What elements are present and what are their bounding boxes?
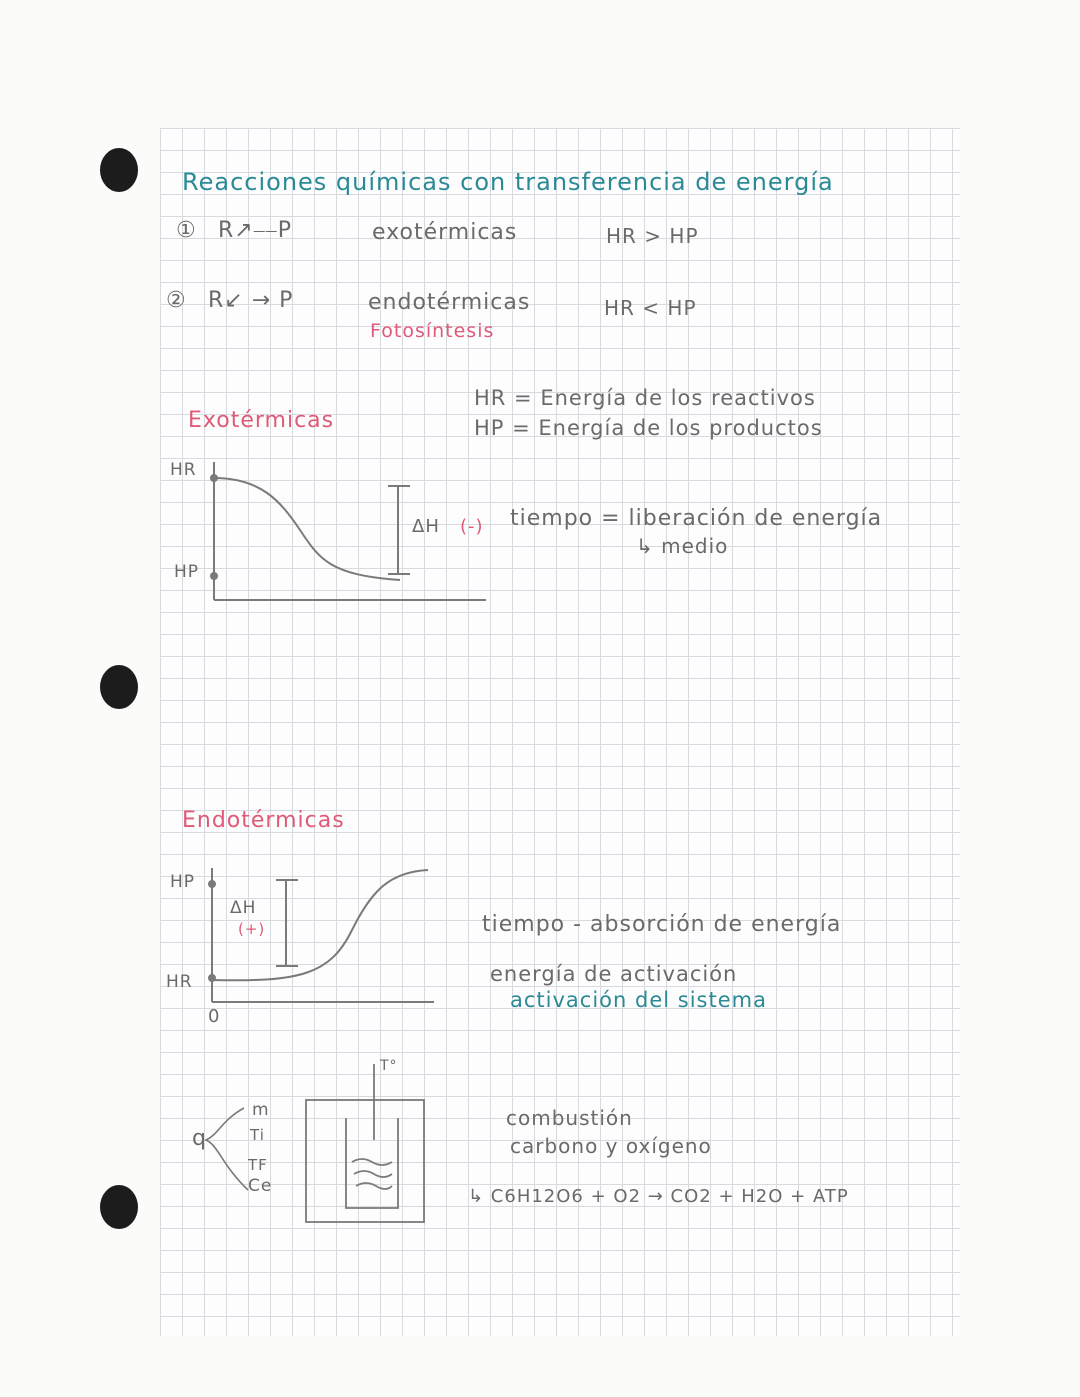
reaction-2-number: ② <box>166 288 187 313</box>
exo-curve <box>214 478 400 580</box>
calorimeter-diagram <box>306 1064 424 1222</box>
reaction-2-scheme: R↙ → P <box>208 288 294 313</box>
endo-hp-dot <box>209 881 215 887</box>
exo-energy-diagram <box>211 462 486 600</box>
exo-hp-dot <box>211 573 217 579</box>
endo-y-low-label: HR <box>166 972 193 992</box>
reaction-2-example: Fotosíntesis <box>370 320 495 342</box>
endo-y-high-label: HP <box>170 872 196 892</box>
calorimeter-branch-ti: Ti <box>250 1126 265 1144</box>
calorimeter-liquid <box>352 1159 392 1165</box>
definition-hp: HP = Energía de los productos <box>474 416 823 440</box>
exo-delta-sign: (-) <box>460 516 484 537</box>
endo-curve <box>212 870 428 980</box>
calorimeter-branch-tf: TF <box>248 1156 268 1174</box>
definition-hr: HR = Energía de los reactivos <box>474 386 816 410</box>
combustion-line-2: carbono y oxígeno <box>510 1134 712 1158</box>
reaction-1-scheme: R↗⎯⎯P <box>218 218 292 243</box>
calorimeter-branch-ce: Ce <box>248 1176 273 1196</box>
reaction-1-number: ① <box>176 218 197 243</box>
exo-delta-label: ΔH <box>412 516 440 537</box>
calorimeter-branch-m: m <box>252 1100 270 1120</box>
calorimeter-brace <box>206 1108 248 1190</box>
calorimeter-outer-box <box>306 1100 424 1222</box>
endo-delta-sign: (+) <box>238 920 266 938</box>
calorimeter-thermo-label: T° <box>380 1058 398 1074</box>
reaction-1-type: exotérmicas <box>372 220 518 245</box>
page-title: Reacciones químicas con transferencia de energía <box>182 168 834 196</box>
endo-note-2: energía de activación <box>490 962 738 986</box>
endo-origin-label: 0 <box>208 1006 221 1027</box>
calorimeter-q-label: q <box>192 1126 207 1151</box>
combustion-line-1: combustión <box>506 1106 633 1130</box>
endo-note-3: activación del sistema <box>510 988 767 1012</box>
exo-note-2: ↳ medio <box>636 534 729 558</box>
exo-note-1: tiempo = liberación de energía <box>510 506 883 531</box>
endo-heading: Endotérmicas <box>182 808 345 833</box>
exo-y-low-label: HP <box>174 562 200 582</box>
exo-y-high-label: HR <box>170 460 197 480</box>
reaction-1-relation: HR > HP <box>606 224 699 248</box>
combustion-equation: ↳ C6H12O6 + O2 → CO2 + H2O + ATP <box>468 1186 849 1207</box>
endo-note-1: tiempo - absorción de energía <box>482 912 842 937</box>
endo-energy-diagram <box>209 868 434 1002</box>
reaction-2-type: endotérmicas <box>368 290 531 315</box>
reaction-2-relation: HR < HP <box>604 296 697 320</box>
exo-heading: Exotérmicas <box>188 408 335 433</box>
endo-delta-label: ΔH <box>230 898 257 918</box>
